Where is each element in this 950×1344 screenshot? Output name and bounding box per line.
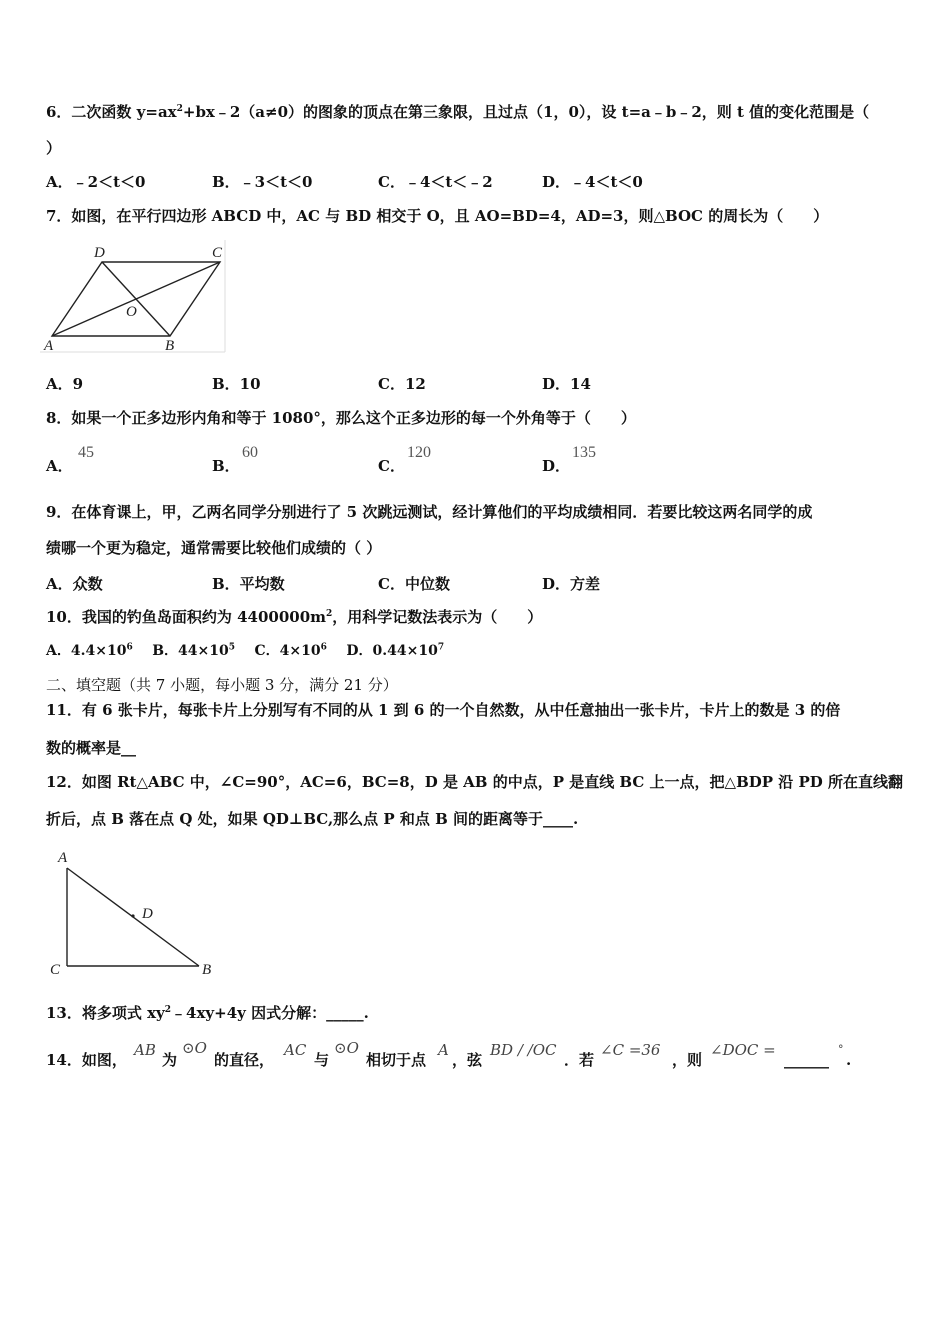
q9-option-d: D．方差 <box>542 575 601 593</box>
q12-right-triangle-figure <box>44 846 224 980</box>
q9-option-c: C．中位数 <box>378 575 450 593</box>
q12-label-b: B <box>202 962 212 978</box>
q11-line1: 11．有 6 张卡片，每张卡片上分别写有不同的从 1 到 6 的一个自然数，从中任意抽出一张卡片，卡片上的数是 3 的倍 <box>46 701 841 719</box>
q6-option-c: C．﹣4＜t＜﹣2 <box>378 173 493 191</box>
q10-option-a: A．$4.4\times 10^6$ <box>46 642 133 659</box>
q7-label-a: A <box>44 338 54 354</box>
q6-option-a: A．﹣2＜t＜0 <box>46 173 146 191</box>
q8-option-b-label: B． <box>212 457 240 475</box>
q8-option-d-label: D． <box>542 457 571 475</box>
q14-answer-blank[interactable]: ______ <box>784 1051 829 1069</box>
q13-stem: 13．将多项式 $xy^2﹣4xy+4y$ 因式分解：_____. <box>46 1004 369 1022</box>
q7-label-c: C <box>212 245 223 261</box>
q7-parallelogram-figure <box>40 240 235 358</box>
q8-option-a-value: 45 <box>78 444 94 461</box>
q14-stem: 14．如图， AB 为 ⊙O 的直径， AC 与 ⊙O 相切于点 A ，弦 BD / /OC ．若 ∠C =36 ，则 ∠DOC = ______ ° . <box>46 1039 852 1069</box>
q7-label-d: D <box>94 245 105 261</box>
q9-line1: 9．在体育课上，甲，乙两名同学分别进行了 5 次跳远测试，经计算他们的平均成绩相同．若要比较这两名同学的成 <box>46 503 813 521</box>
q7-option-a: A．9 <box>46 375 84 393</box>
q8-option-c-value: 120 <box>407 444 431 461</box>
q12-label-c: C <box>50 962 61 978</box>
q7-label-o: O <box>126 304 137 320</box>
q9-option-a: A．众数 <box>46 575 103 593</box>
q6-line1: 6．二次函数 $y=ax^2+bx﹣2(a\ne 0)$的图象的顶点在第三象限，且过点（1，0），设 t=a﹣b﹣2，则 t 值的变化范围是（ <box>46 103 870 121</box>
q9-option-b: B．平均数 <box>212 575 285 593</box>
q8-option-a-label: A． <box>46 457 73 475</box>
q6-line2: ） <box>46 139 62 157</box>
q7-stem: 7．如图，在平行四边形 ABCD 中，AC 与 BD 相交于 O，且 AO=BD=4，AD=3，则△BOC 的周长为（ ） <box>46 207 829 225</box>
q12-label-a: A <box>58 850 68 866</box>
q10-option-b: B．$44\times 10^5$ <box>152 642 235 659</box>
q8-option-b-value: 60 <box>242 444 258 461</box>
q9-line2: 绩哪一个更为稳定，通常需要比较他们成绩的（ ） <box>46 539 382 557</box>
q10-options <box>46 641 444 661</box>
q12-label-d: D <box>142 906 153 922</box>
q7-option-b: B．10 <box>212 375 261 393</box>
q12-line2: 折后，点 B 落在点 Q 处，如果 QD⊥BC,那么点 P 和点 B 间的距离等于____. <box>46 810 579 828</box>
q8-option-d-value: 135 <box>572 444 596 461</box>
q8-option-c-label: C． <box>378 457 405 475</box>
q10-option-d: D．$0.44\times 10^7$ <box>346 642 445 659</box>
q6-option-b: B．﹣3＜t＜0 <box>212 173 313 191</box>
q10-stem: 10．我国的钓鱼岛面积约为 $4400000m^2$，用科学记数法表示为（ ） <box>46 608 543 626</box>
q7-option-c: C．12 <box>378 375 426 393</box>
q7-label-b: B <box>165 338 175 354</box>
q8-stem: 8．如果一个正多边形内角和等于 1080°，那么这个正多边形的每一个外角等于（ ） <box>46 409 636 427</box>
q12-line1: 12．如图 Rt△ABC 中，∠C=90°，AC=6，BC=8，D 是 AB 的中点，P 是直线 BC 上一点，把△BDP 沿 PD 所在直线翻 <box>46 773 904 791</box>
section-2-heading: 二、填空题（共 7 小题，每小题 3 分，满分 21 分） <box>46 676 398 694</box>
q7-option-d: D．14 <box>542 375 591 393</box>
q6-option-d: D．﹣4＜t＜0 <box>542 173 643 191</box>
q10-option-c: C．$4\times 10^6$ <box>254 642 327 659</box>
q11-line2: 数的概率是__ <box>46 739 137 757</box>
